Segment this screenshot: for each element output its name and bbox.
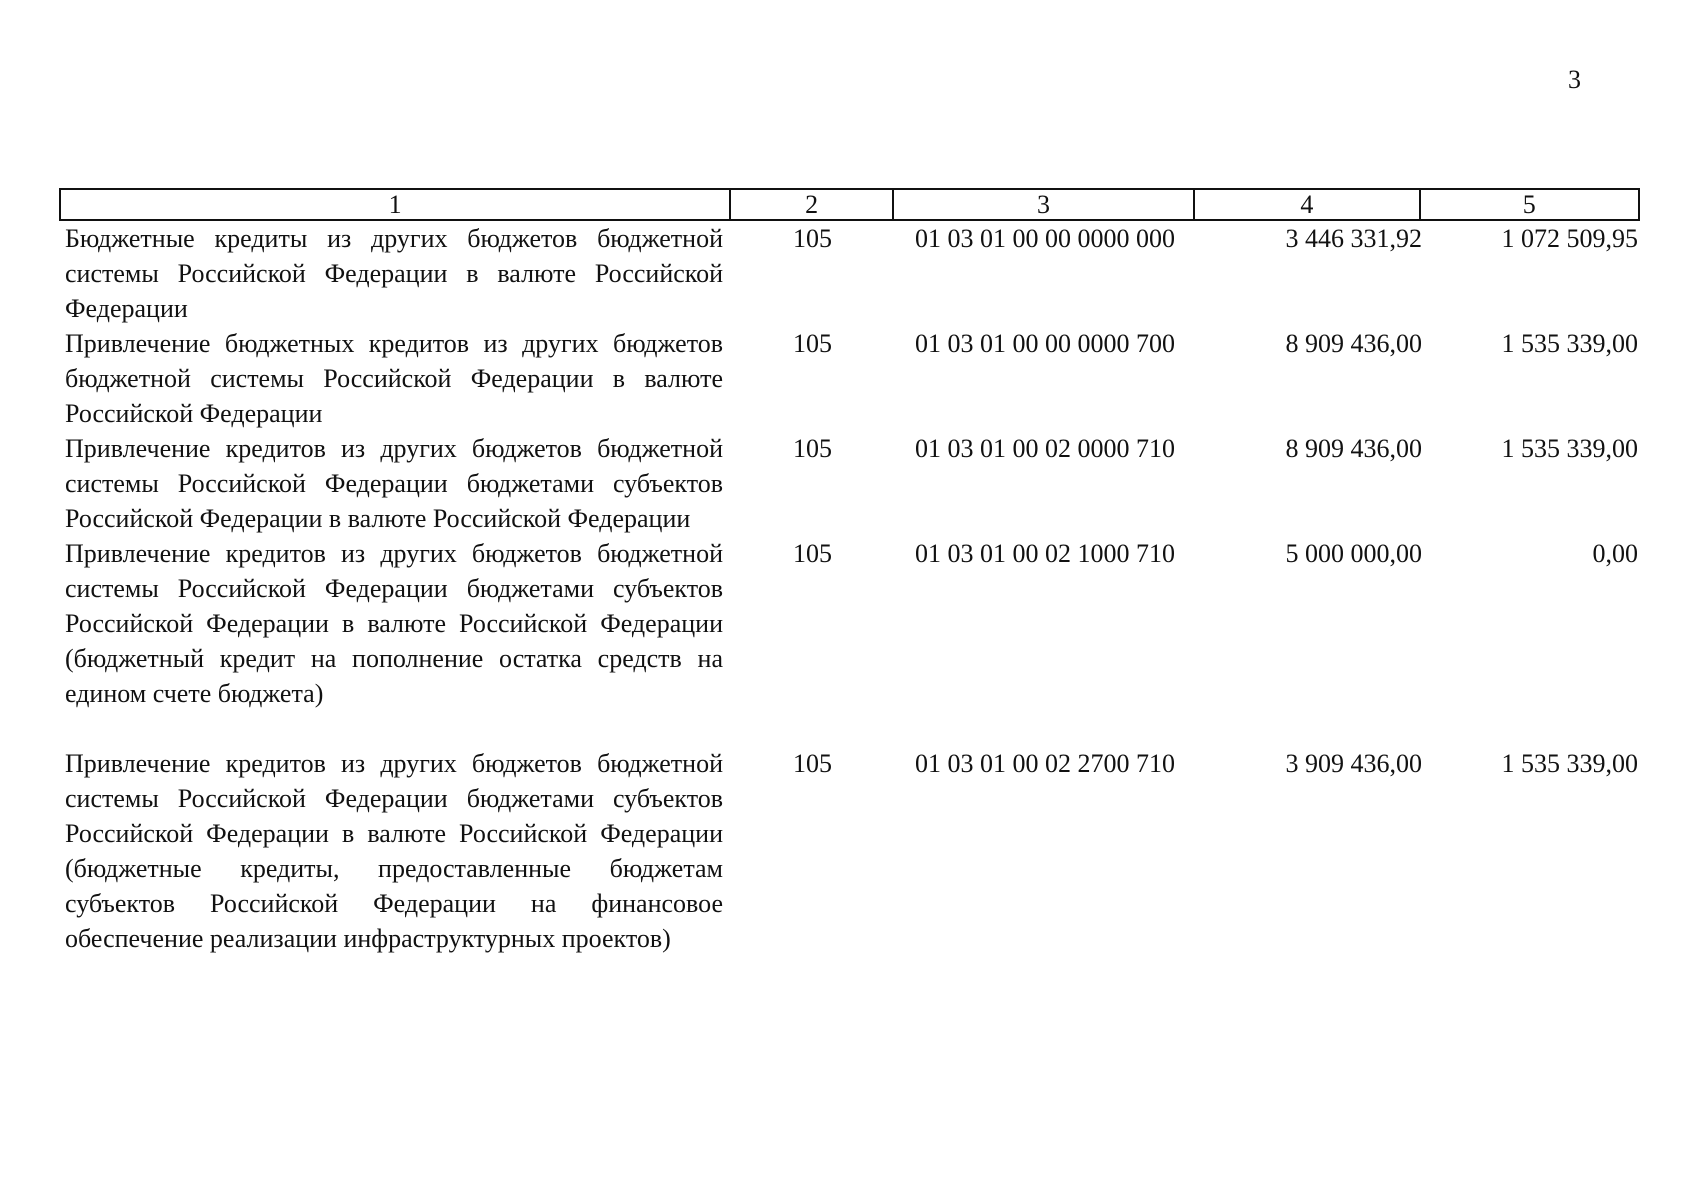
- row-admin-code: 105: [793, 329, 832, 358]
- row-classification-code: 01 03 01 00 00 0000 000: [915, 224, 1175, 253]
- table-row: [59, 431, 1640, 536]
- row-admin-code: 105: [793, 749, 832, 778]
- row-name: Привлечение кредитов из других бюджетов бюджетной системы Российской Федерации бюджетами субъектов Российской Федерации в валюте Российской Федерации (бюджетные кредиты, предоставленные бюджетам субъектов Российской Федерации на финансовое обеспечение реализации инфраструктурных проектов): [65, 749, 723, 953]
- row-name: Привлечение бюджетных кредитов из других бюджетов бюджетной системы Российской Федерации в валюте Российской Федерации: [65, 329, 723, 428]
- row-value-col4: 5 000 000,00: [1285, 539, 1422, 568]
- table-row: [59, 746, 1640, 956]
- row-name: Привлечение кредитов из других бюджетов бюджетной системы Российской Федерации бюджетами субъектов Российской Федерации в валюте Российской Федерации (бюджетный кредит на пополнение остатка средств на едином счете бюджета): [65, 539, 723, 708]
- row-admin-code: 105: [793, 434, 832, 463]
- row-admin-code: 105: [793, 224, 832, 253]
- row-value-col4: 8 909 436,00: [1285, 329, 1422, 358]
- budget-table: [59, 188, 1640, 956]
- row-admin-code: 105: [793, 539, 832, 568]
- row-classification-code: 01 03 01 00 02 2700 710: [915, 749, 1175, 778]
- column-header-3: 3: [894, 190, 1195, 219]
- row-name: Бюджетные кредиты из других бюджетов бюджетной системы Российской Федерации в валюте Российской Федерации: [65, 224, 723, 323]
- table-row: [59, 326, 1640, 431]
- row-value-col4: 8 909 436,00: [1285, 434, 1422, 463]
- row-value-col5: 1 535 339,00: [1501, 329, 1638, 358]
- column-header-2: 2: [731, 190, 894, 219]
- table-row: [59, 536, 1640, 711]
- column-header-5: 5: [1522, 190, 1536, 219]
- page-number: 3: [1568, 65, 1581, 94]
- row-value-col5: 1 535 339,00: [1501, 434, 1638, 463]
- table-row: [59, 221, 1640, 326]
- row-classification-code: 01 03 01 00 00 0000 700: [915, 329, 1175, 358]
- row-value-col5: 1 072 509,95: [1501, 224, 1638, 253]
- table-header-row: [59, 188, 1640, 221]
- row-classification-code: 01 03 01 00 02 0000 710: [915, 434, 1175, 463]
- row-value-col5: 1 535 339,00: [1501, 749, 1638, 778]
- row-value-col5: 0,00: [1592, 539, 1638, 568]
- row-classification-code: 01 03 01 00 02 1000 710: [915, 539, 1175, 568]
- row-value-col4: 3 909 436,00: [1285, 749, 1422, 778]
- row-name: Привлечение кредитов из других бюджетов бюджетной системы Российской Федерации бюджетами субъектов Российской Федерации в валюте Российской Федерации: [65, 434, 723, 533]
- column-header-4: 4: [1195, 190, 1420, 219]
- column-header-1: 1: [61, 190, 731, 219]
- row-value-col4: 3 446 331,92: [1285, 224, 1422, 253]
- row-spacer: [59, 711, 1640, 746]
